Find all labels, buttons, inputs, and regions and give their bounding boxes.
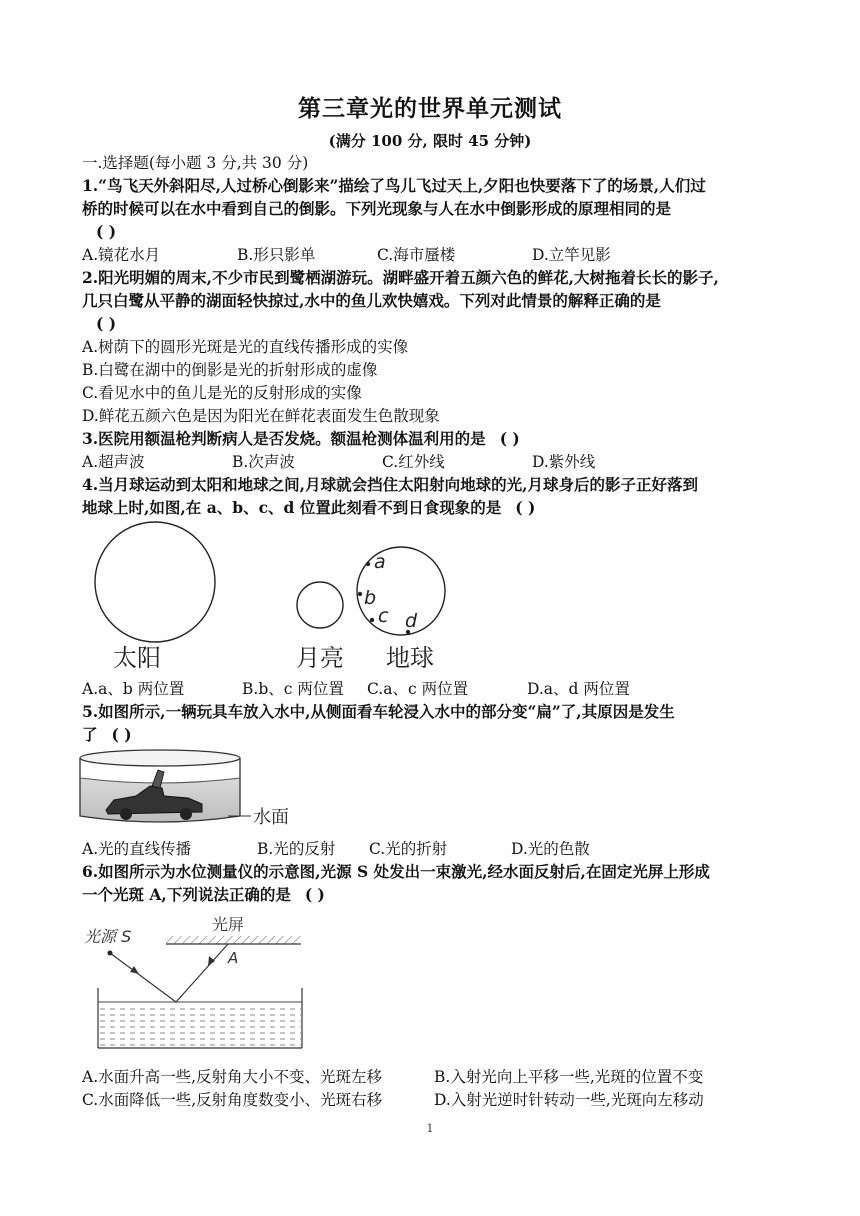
q6-option-d: D.入射光逆时针转动一些,光斑向左移动: [434, 1091, 704, 1109]
reflected-ray: [176, 944, 228, 1002]
q4-option-b: B.b、c 两位置: [242, 680, 344, 698]
q2-option-b: B.白鹭在湖中的倒影是光的折射形成的虚像: [82, 361, 378, 379]
q6-text: 一个光斑 A,下列说法正确的是: [82, 885, 291, 904]
page-subtitle: (满分 100 分, 限时 45 分钟): [328, 132, 532, 150]
q6-options-row1: [82, 1066, 782, 1088]
reflected-arrow: [208, 956, 215, 966]
incident-arrow: [130, 966, 139, 974]
q1-line1: 1.“鸟飞天外斜阳尽,人过桥心倒影来”描绘了鸟儿飞过天上,夕阳也快要落下了的场景,人们过: [82, 176, 706, 195]
point-b-label: b: [364, 587, 377, 609]
q2-option-c: C.看见水中的鱼儿是光的反射形成的实像: [82, 384, 362, 402]
q6-line2: [82, 884, 782, 906]
moon-label: 月亮: [296, 644, 344, 672]
answer-blank: ( ): [111, 725, 132, 744]
point-b-dot: [358, 592, 362, 596]
car-wheel-rear: [180, 808, 192, 820]
answer-blank: ( ): [96, 222, 117, 241]
q5-option-a: A.光的直线传播: [82, 840, 192, 858]
q1-paren: [82, 221, 782, 243]
q3-option-b: B.次声波: [232, 453, 295, 471]
q5-option-b: B.光的反射: [257, 840, 336, 858]
q3-options: [82, 451, 782, 473]
water-label: 水面: [253, 807, 289, 828]
q4-line1: 4.当月球运动到太阳和地球之间,月球就会挡住太阳射向地球的光,月球身后的影子正好落到: [82, 475, 698, 494]
q2-line2: 几只白鹭从平静的湖面轻快掠过,水中的鱼儿欢快嬉戏。下列对此情景的解释正确的是: [82, 291, 661, 310]
toy-car-diagram: [78, 748, 308, 830]
container-top: [80, 750, 240, 766]
q4-option-c: C.a、c 两位置: [367, 680, 469, 698]
q3-option-d: D.紫外线: [532, 453, 596, 471]
q2-line1: 2.阳光明媚的周末,不少市民到鹭栖湖游玩。湖畔盛开着五颜六色的鲜花,大树拖着长长的影子,: [82, 268, 719, 287]
q4-option-a: A.a、b 两位置: [82, 680, 185, 698]
moon-circle: [297, 582, 343, 628]
answer-blank: ( ): [304, 885, 325, 904]
q5-option-d: D.光的色散: [511, 840, 590, 858]
q6-option-c: C.水面降低一些,反射角度数变小、光斑右移: [82, 1091, 383, 1109]
q5-line2: [82, 724, 782, 746]
answer-blank: ( ): [515, 498, 536, 517]
spot-label: A: [228, 949, 239, 967]
page-number: 1: [426, 1122, 434, 1135]
q5-line1: 5.如图所示,一辆玩具车放入水中,从侧面看车轮浸入水中的部分变“扁”了,其原因是发生: [82, 702, 675, 721]
answer-blank: ( ): [96, 314, 117, 333]
eclipse-diagram: [78, 520, 458, 680]
point-c-dot: [370, 618, 374, 622]
water-level-diagram: [80, 910, 320, 1060]
point-a-label: a: [374, 551, 386, 573]
earth-label: 地球: [386, 644, 434, 672]
q6-option-b: B.入射光向上平移一些,光斑的位置不变: [434, 1068, 704, 1086]
water-fill: [99, 1004, 301, 1047]
page-title: 第三章光的世界单元测试: [298, 95, 562, 122]
q5-text: 了: [82, 725, 98, 744]
screen-label: 光屏: [212, 915, 245, 934]
source-label: 光源 S: [84, 927, 132, 946]
point-d-label: d: [405, 610, 418, 632]
answer-blank: ( ): [499, 429, 520, 448]
q4-line2: [82, 497, 782, 519]
q1-option-a: A.镜花水月: [82, 246, 161, 264]
point-a-dot: [366, 562, 370, 566]
q3-option-a: A.超声波: [82, 453, 145, 471]
sun-label: 太阳: [113, 644, 161, 672]
q5-options: [82, 838, 782, 860]
q3-text: 3.医院用额温枪判断病人是否发烧。额温枪测体温利用的是: [82, 429, 486, 448]
q1-option-b: B.形只影单: [237, 246, 316, 264]
q2-option-d: D.鲜花五颜六色是因为阳光在鲜花表面发生色散现象: [82, 407, 440, 425]
section-heading: 一.选择题(每小题 3 分,共 30 分): [82, 154, 309, 172]
q1-options: [82, 244, 782, 266]
q3-line1: [82, 428, 782, 450]
q1-option-d: D.立竿见影: [532, 246, 611, 264]
q4-text: 地球上时,如图,在 a、b、c、d 位置此刻看不到日食现象的是: [82, 498, 502, 517]
point-c-label: c: [378, 605, 389, 627]
q1-option-c: C.海市蜃楼: [377, 246, 456, 264]
q4-option-d: D.a、d 两位置: [527, 680, 630, 698]
screen-hatch: [166, 936, 301, 944]
q3-option-c: C.红外线: [382, 453, 445, 471]
car-wheel-front: [120, 808, 132, 820]
q1-line2: 桥的时候可以在水中看到自己的倒影。下列光现象与人在水中倒影形成的原理相同的是: [82, 199, 672, 218]
sun-circle: [95, 522, 215, 642]
q2-paren: [82, 313, 782, 335]
incident-ray: [110, 953, 176, 1002]
q6-line1: 6.如图所示为水位测量仪的示意图,光源 S 处发出一束激光,经水面反射后,在固定光屏上形成: [82, 862, 710, 881]
q4-options: [82, 678, 782, 700]
q6-options-row2: [82, 1089, 782, 1111]
q5-option-c: C.光的折射: [369, 840, 448, 858]
q2-option-a: A.树荫下的圆形光斑是光的直线传播形成的实像: [82, 338, 409, 356]
q6-option-a: A.水面升高一些,反射角大小不变、光斑左移: [82, 1068, 383, 1086]
